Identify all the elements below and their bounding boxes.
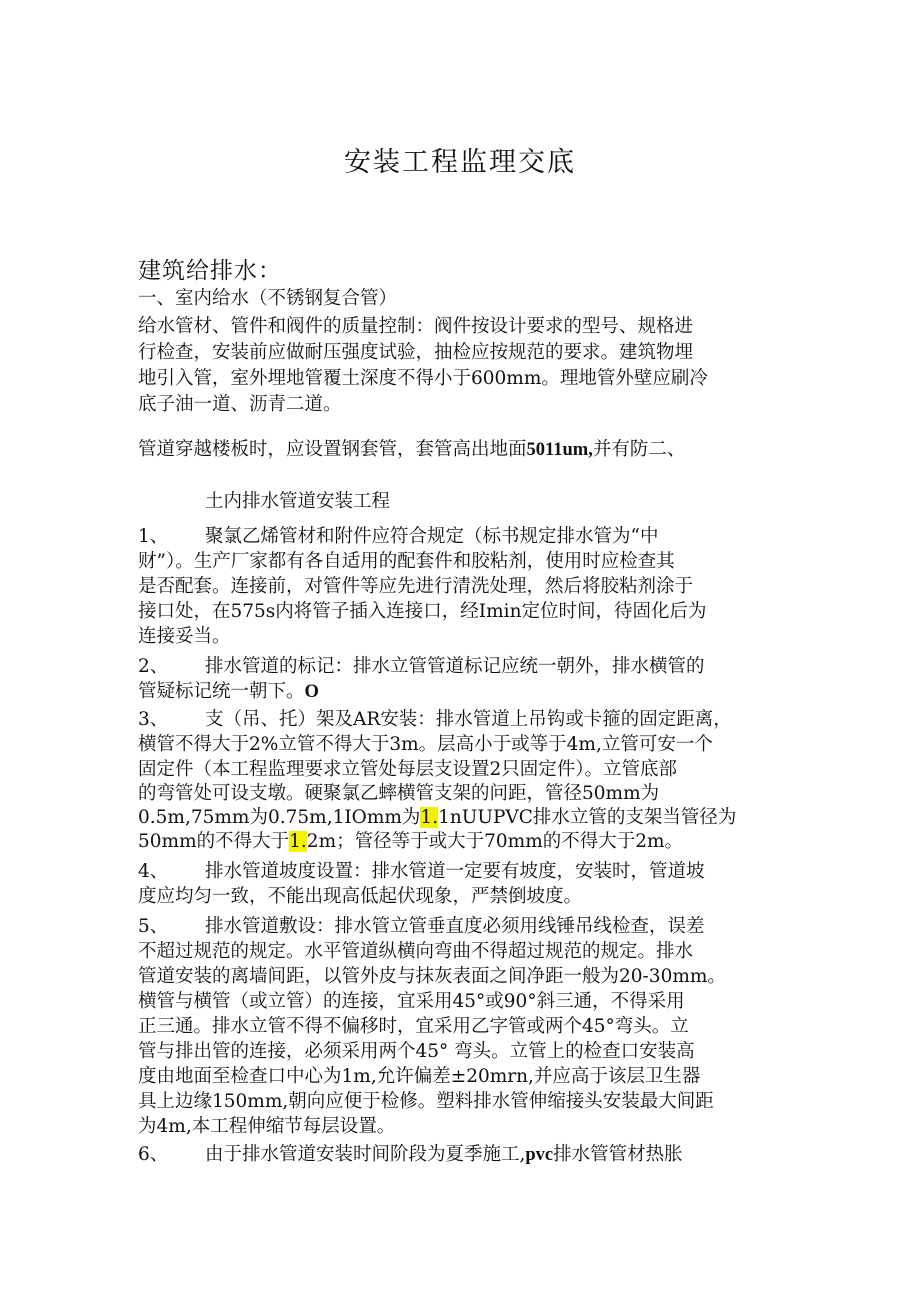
paragraph-line [138,830,788,854]
text-span: 1nUUPVC排水立管的支架当管径为 [438,807,737,828]
paragraph-line: 管与排出管的连接，必须采用两个45° 弯头。立管上的检查口安装高 [138,1041,695,1062]
paragraph-line: 给水管材、管件和阀件的质量控制：阀件按设计要求的型号、规格进 [138,316,694,337]
subsection-title: 一、室内给水（不锈钢复合管） [138,288,398,309]
item-number: 1、 [138,526,169,547]
text-span: 由于排水管道安装时间阶段为夏季施工, [205,1144,526,1165]
highlighted-text: 1. [420,807,439,828]
paragraph-line: 排水管道敷设：排水管立管垂直度必须用线锤吊线检查，误差 [205,916,705,937]
paragraph-line: 度应均匀一致，不能出现高低起伏现象，严禁倒坡度。 [138,886,583,907]
paragraph-line: 正三通。排水立管不得不偏移时，宜采用乙字管或两个45°弯头。立 [138,1016,689,1037]
bold-text: 5011um, [526,440,593,460]
section-heading: 建筑给排水： [138,258,282,284]
bold-text: pvc [525,1145,554,1165]
paragraph-line: 连接妥当。 [138,626,231,647]
paragraph-line: 为4m,本工程伸缩节每层设置。 [138,1116,396,1137]
paragraph-line: 是否配套。连接前，对管件等应先进行清洗处理，然后将胶粘剂涂于 [138,576,694,597]
paragraph-line: 地引入管，室外埋地管覆土深度不得小于600mm。理地管外壁应刷冷 [138,368,708,389]
document-title: 安装工程监理交底 [344,147,576,178]
text-span: 0.5m,75mm为0.75m,1IOmm为 [138,807,421,828]
paragraph-line: 支（吊、托）架及AR安装：排水管道上吊钩或卡箍的固定距离， [205,709,732,730]
paragraph-line: 行检查，安装前应做耐压强度试验，抽检应按规范的要求。建筑物埋 [138,342,694,363]
paragraph-line: 横管与横管（或立管）的连接，宜采用45°或90°斜三通，不得采用 [138,991,685,1012]
highlighted-text: 1. [289,831,307,852]
item-number: 3、 [138,709,169,730]
bold-text: O [304,682,319,702]
text-span: 50mm的不得大于 [138,831,290,852]
item-number: 5、 [138,916,169,937]
item-number: 4、 [138,861,169,882]
paragraph-line: 的弯管处可设支墩。硬聚氯乙蟀横管支架的问距，管径50mm为 [138,783,660,804]
text-span: 排水管管材热胀 [553,1144,683,1165]
text-span: 并有防二、 [592,439,686,460]
paragraph-line [138,680,788,704]
paragraph-line: 横管不得大于2%立管不得大于3m。层高小于或等于4m,立管可安一个 [138,734,713,755]
paragraph-line: 度由地面至检查口中心为1m,允许偏差±20mrn,并应高于该层卫生器 [138,1066,701,1087]
paragraph-line: 管道安装的离墙间距，以管外皮与抹灰表面之间净距一般为20-30mm。 [138,966,726,987]
paragraph-line: 具上边缘150mm,朝向应便于检修。塑料排水管伸缩接头安装最大间距 [138,1091,714,1112]
paragraph-line: 接口处，在575s内将管子插入连接口，经Imin定位时间，待固化后为 [138,601,707,622]
paragraph-line: 聚氯乙烯管材和附件应符合规定（标书规定排水管为“中 [205,526,659,547]
item-number: 6、 [138,1144,169,1165]
paragraph-line: 排水管道坡度设置：排水管道一定要有坡度，安装时，管道坡 [205,861,705,882]
paragraph-line: 排水管道的标记：排水立管管道标记应统一朝外，排水横管的 [205,656,705,677]
text-span: 管道穿越楼板时，应设置钢套管，套管高出地面 [138,439,527,460]
paragraph-line: 底子油一道、沥青二道。 [138,394,342,415]
paragraph-line: 财”）。生产厂家都有各自适用的配套件和胶粘剂，使用时应检查其 [138,551,675,572]
paragraph-line [138,806,788,830]
text-span: 管疑标记统一朝下。 [138,681,305,702]
paragraph-line: 固定件（本工程监理要求立管处每层支设置2只固定件）。立管底部 [138,759,678,780]
paragraph-line: 不超过规范的规定。水平管道纵横向弯曲不得超过规范的规定。排水 [138,941,694,962]
subsection-title: 土内排水管道安装工程 [205,491,391,512]
text-span: 2m；管径等于或大于70mm的不得大于2m。 [306,831,684,852]
paragraph-line [138,438,788,462]
paragraph-line [205,1143,855,1167]
item-number: 2、 [138,656,169,677]
